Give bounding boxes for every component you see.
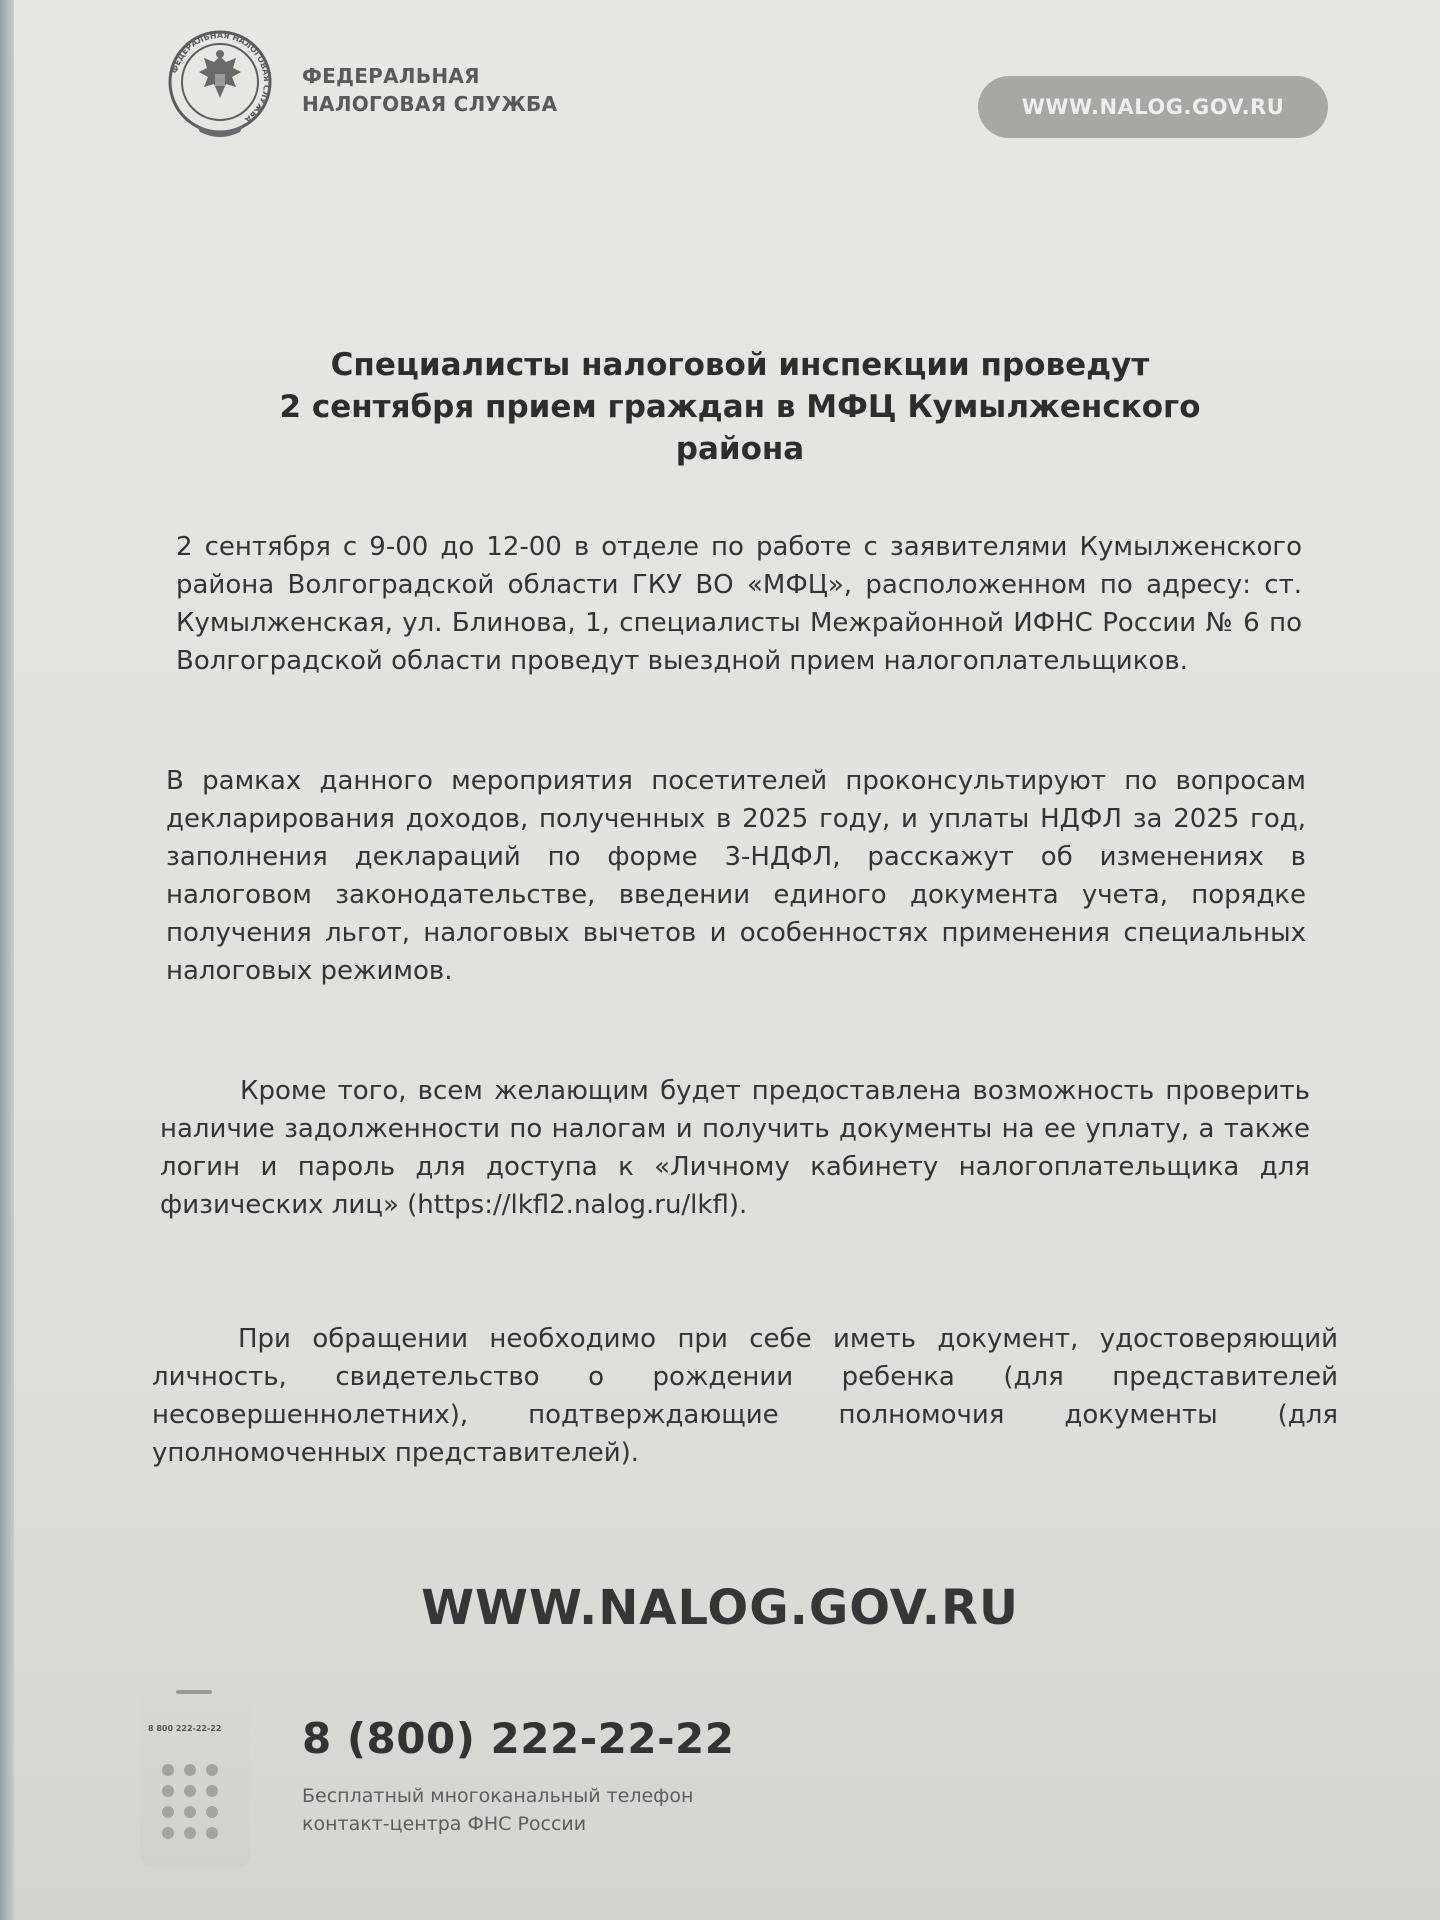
title-line3: района [675,431,805,467]
keypad-dot [184,1764,196,1776]
keypad-dot [162,1785,174,1797]
document-title [180,344,1300,470]
agency-name [302,62,557,118]
paragraph-date-location: 2 сентября с 9-00 до 12-00 в отделе по работе с заявителями Кумылженского района Волгоградской области ГКУ ВО «МФЦ», расположенном по адресу: ст. Кумылженская, ул. Блинова, 1, специалисты Межрайонной ИФНС России № 6 по Волгоградской области проведут выездной прием налогоплательщиков. [176,532,1302,676]
keypad-dot [184,1806,196,1818]
hotline-caption-line2: контакт-центра ФНС России [302,1813,587,1835]
agency-name-line2: НАЛОГОВАЯ СЛУЖБА [302,92,558,116]
paragraph-debt-check: Кроме того, всем желающим будет предоставлена возможность проверить наличие задолженности по налогам и получить документы на ее уплату, а также логин и пароль для доступа к «Личному кабинету налогоплательщика для физических лиц» (https://lkfl2.nalog.ru/lkfl). [160,1076,1310,1220]
hotline-number[interactable]: 8 (800) 222-22-22 [302,1714,735,1763]
svg-text:ФЕДЕРАЛЬНАЯ НАЛОГОВАЯ СЛУЖБА: ФЕДЕРАЛЬНАЯ НАЛОГОВАЯ СЛУЖБА [169,30,272,125]
keypad-dot [206,1764,218,1776]
keypad-dot [162,1827,174,1839]
fns-emblem-icon [166,24,274,142]
hotline-caption-line1: Бесплатный многоканальный телефон [302,1785,694,1807]
footer-website[interactable]: WWW.NALOG.GOV.RU [421,1580,1019,1636]
phone-screen-number: 8 800 222-22-22 [148,1724,222,1733]
hotline-caption [302,1782,693,1838]
website-pill[interactable]: WWW.NALOG.GOV.RU [978,76,1328,138]
keypad-dot [206,1806,218,1818]
title-line1: Специалисты налоговой инспекции проведут [330,347,1150,383]
phone-keypad-icon [140,1672,250,1868]
keypad-dot [206,1827,218,1839]
keypad-dot [184,1785,196,1797]
agency-name-line1: ФЕДЕРАЛЬНАЯ [302,64,480,88]
paragraph-consultation-topics: В рамках данного мероприятия посетителей проконсультируют по вопросам декларирования доходов, полученных в 2025 году, и уплаты НДФЛ за 2025 год, заполнения деклараций по форме 3-НДФЛ, расскажут об изменениях в налоговом законодательстве, введении единого документа учета, порядке получения льгот, налоговых вычетов и особенностях применения специальных налоговых режимов. [166,766,1306,986]
phone-speaker [176,1690,212,1694]
page-edge-shadow [0,0,14,1920]
keypad-dot [162,1764,174,1776]
keypad-dot [184,1827,196,1839]
title-line2: 2 сентября прием граждан в МФЦ Кумылженского [279,389,1201,425]
phone-keypad [162,1764,218,1839]
keypad-dot [162,1806,174,1818]
keypad-dot [206,1785,218,1797]
paragraph-required-documents: При обращении необходимо при себе иметь документ, удостоверяющий личность, свидетельство о рождении ребенка (для представителей несовершеннолетних), подтверждающие полномочия документы (для уполномоченных представителей). [152,1324,1338,1468]
